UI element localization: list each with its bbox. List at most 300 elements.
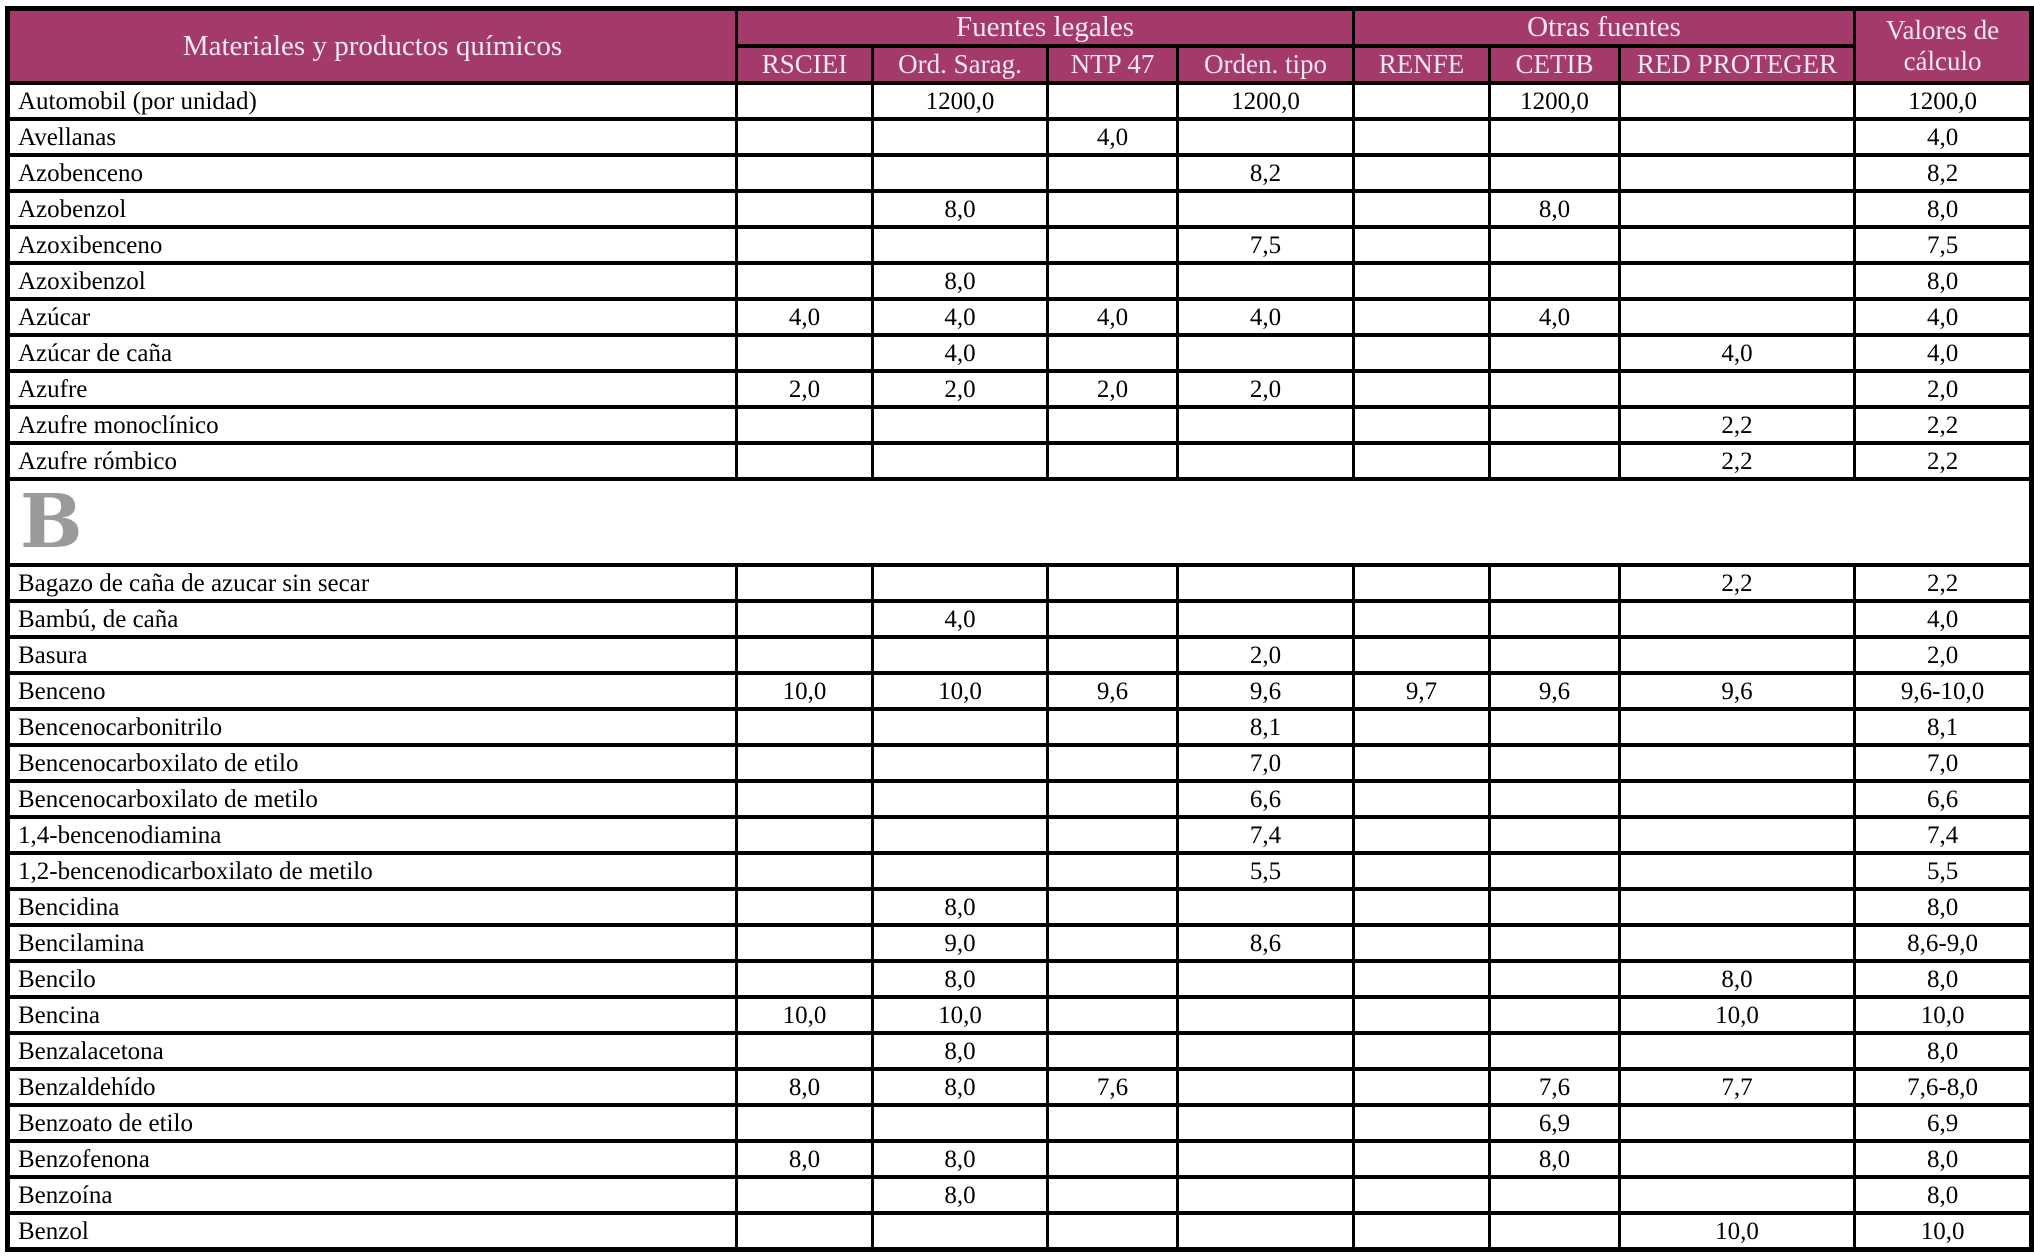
value-cell: 8,0 bbox=[1855, 1033, 2032, 1069]
value-cell bbox=[737, 119, 873, 155]
value-cell bbox=[1490, 119, 1620, 155]
material-name-cell: Azufre rómbico bbox=[8, 443, 737, 479]
material-name-cell: 1,4-bencenodiamina bbox=[8, 817, 737, 853]
value-cell: 10,0 bbox=[1620, 1213, 1855, 1250]
value-cell bbox=[873, 637, 1048, 673]
value-cell bbox=[1048, 745, 1178, 781]
value-cell: 2,2 bbox=[1855, 565, 2032, 601]
value-cell bbox=[1354, 709, 1490, 745]
value-cell: 7,7 bbox=[1620, 1069, 1855, 1105]
material-name-cell: Benzofenona bbox=[8, 1141, 737, 1177]
value-cell bbox=[1048, 263, 1178, 299]
value-cell bbox=[1620, 601, 1855, 637]
value-cell bbox=[1490, 817, 1620, 853]
value-cell bbox=[873, 227, 1048, 263]
value-cell: 8,2 bbox=[1855, 155, 2032, 191]
value-cell bbox=[737, 961, 873, 997]
value-cell: 7,6-8,0 bbox=[1855, 1069, 2032, 1105]
value-cell bbox=[1490, 637, 1620, 673]
value-cell: 4,0 bbox=[1620, 335, 1855, 371]
header-row-groups bbox=[8, 9, 2032, 47]
value-cell: 4,0 bbox=[1178, 299, 1354, 335]
value-cell bbox=[737, 443, 873, 479]
value-cell: 5,5 bbox=[1855, 853, 2032, 889]
value-cell: 4,0 bbox=[1048, 119, 1178, 155]
value-cell bbox=[737, 227, 873, 263]
section-letter: B bbox=[8, 479, 2032, 565]
material-name-cell: 1,2-bencenodicarboxilato de metilo bbox=[8, 853, 737, 889]
source-column-header-ord-sarag: Ord. Sarag. bbox=[873, 46, 1048, 83]
value-cell: 6,6 bbox=[1855, 781, 2032, 817]
value-cell: 2,2 bbox=[1620, 443, 1855, 479]
materials-table bbox=[5, 6, 2034, 1252]
value-cell bbox=[737, 781, 873, 817]
value-cell bbox=[873, 709, 1048, 745]
value-cell: 8,0 bbox=[1855, 263, 2032, 299]
value-cell: 8,0 bbox=[873, 263, 1048, 299]
value-cell: 4,0 bbox=[1490, 299, 1620, 335]
value-cell bbox=[1048, 889, 1178, 925]
value-cell bbox=[1620, 1105, 1855, 1141]
value-cell bbox=[1048, 1141, 1178, 1177]
value-cell bbox=[1620, 371, 1855, 407]
value-cell bbox=[873, 565, 1048, 601]
value-cell: 2,0 bbox=[1048, 371, 1178, 407]
value-cell bbox=[1490, 709, 1620, 745]
value-cell bbox=[1354, 407, 1490, 443]
source-column-header-orden-tipo: Orden. tipo bbox=[1178, 46, 1354, 83]
value-cell bbox=[873, 407, 1048, 443]
value-cell: 8,0 bbox=[873, 889, 1048, 925]
value-cell bbox=[1620, 191, 1855, 227]
value-cell: 8,2 bbox=[1178, 155, 1354, 191]
value-cell bbox=[1178, 1105, 1354, 1141]
value-cell bbox=[1178, 889, 1354, 925]
value-cell bbox=[1490, 227, 1620, 263]
value-cell: 9,7 bbox=[1354, 673, 1490, 709]
source-column-header-red-proteger: RED PROTEGER bbox=[1620, 46, 1855, 83]
material-name-cell: Bencenocarboxilato de metilo bbox=[8, 781, 737, 817]
value-cell bbox=[1490, 745, 1620, 781]
value-cell bbox=[1354, 889, 1490, 925]
value-cell: 9,6 bbox=[1490, 673, 1620, 709]
value-cell bbox=[737, 407, 873, 443]
value-cell bbox=[737, 1177, 873, 1213]
value-cell: 8,0 bbox=[873, 1069, 1048, 1105]
value-cell bbox=[1354, 961, 1490, 997]
table-row bbox=[8, 335, 2032, 371]
table-row bbox=[8, 673, 2032, 709]
value-cell bbox=[873, 817, 1048, 853]
value-cell: 4,0 bbox=[1855, 119, 2032, 155]
material-name-cell: Bencenocarboxilato de etilo bbox=[8, 745, 737, 781]
value-cell bbox=[1490, 925, 1620, 961]
value-cell bbox=[873, 745, 1048, 781]
value-cell: 8,0 bbox=[1855, 191, 2032, 227]
value-cell bbox=[873, 1105, 1048, 1141]
value-cell: 8,0 bbox=[1855, 961, 2032, 997]
value-cell bbox=[1178, 191, 1354, 227]
material-name-cell: Azufre monoclínico bbox=[8, 407, 737, 443]
value-cell bbox=[1620, 227, 1855, 263]
value-cell: 7,5 bbox=[1178, 227, 1354, 263]
value-cell bbox=[1354, 1069, 1490, 1105]
value-cell bbox=[1490, 263, 1620, 299]
value-cell bbox=[1620, 1033, 1855, 1069]
material-name-cell: Azobenzol bbox=[8, 191, 737, 227]
value-cell bbox=[1354, 1177, 1490, 1213]
value-cell bbox=[1354, 1033, 1490, 1069]
table-row bbox=[8, 155, 2032, 191]
value-cell bbox=[1048, 227, 1178, 263]
table-row bbox=[8, 1177, 2032, 1213]
material-name-cell: Azoxibenzol bbox=[8, 263, 737, 299]
value-cell bbox=[1354, 781, 1490, 817]
value-cell: 8,1 bbox=[1855, 709, 2032, 745]
material-name-cell: Azúcar de caña bbox=[8, 335, 737, 371]
value-cell bbox=[1354, 1213, 1490, 1250]
material-name-cell: Bambú, de caña bbox=[8, 601, 737, 637]
value-cell: 4,0 bbox=[873, 299, 1048, 335]
value-cell bbox=[737, 335, 873, 371]
value-cell bbox=[1048, 637, 1178, 673]
value-cell bbox=[737, 1213, 873, 1250]
value-cell bbox=[737, 853, 873, 889]
value-cell bbox=[1490, 443, 1620, 479]
value-cell: 2,2 bbox=[1855, 407, 2032, 443]
value-cell bbox=[1354, 299, 1490, 335]
value-cell bbox=[737, 925, 873, 961]
value-cell: 1200,0 bbox=[1855, 83, 2032, 119]
value-cell: 10,0 bbox=[737, 997, 873, 1033]
value-cell bbox=[1620, 119, 1855, 155]
value-cell bbox=[737, 191, 873, 227]
table-row bbox=[8, 889, 2032, 925]
value-cell: 2,0 bbox=[1178, 371, 1354, 407]
value-cell bbox=[1620, 155, 1855, 191]
value-cell bbox=[873, 1213, 1048, 1250]
value-cell: 2,0 bbox=[873, 371, 1048, 407]
value-cell: 8,0 bbox=[1855, 1177, 2032, 1213]
value-cell bbox=[1048, 191, 1178, 227]
value-cell bbox=[1048, 961, 1178, 997]
value-cell: 4,0 bbox=[737, 299, 873, 335]
value-cell bbox=[1048, 565, 1178, 601]
value-cell bbox=[1490, 371, 1620, 407]
value-cell bbox=[1620, 1177, 1855, 1213]
value-cell bbox=[1178, 443, 1354, 479]
value-cell bbox=[1620, 781, 1855, 817]
value-cell bbox=[1048, 1105, 1178, 1141]
value-cell: 8,6-9,0 bbox=[1855, 925, 2032, 961]
material-name-cell: Benzaldehído bbox=[8, 1069, 737, 1105]
material-name-cell: Benzalacetona bbox=[8, 1033, 737, 1069]
other-sources-group-header: Otras fuentes bbox=[1354, 9, 1855, 47]
source-column-header-renfe: RENFE bbox=[1354, 46, 1490, 83]
value-cell bbox=[1620, 853, 1855, 889]
value-cell bbox=[1354, 1141, 1490, 1177]
source-column-header-rsciei: RSCIEI bbox=[737, 46, 873, 83]
table-row bbox=[8, 1105, 2032, 1141]
value-cell bbox=[1620, 263, 1855, 299]
value-cell bbox=[1354, 155, 1490, 191]
table-row bbox=[8, 443, 2032, 479]
value-cell bbox=[737, 889, 873, 925]
value-cell: 6,9 bbox=[1855, 1105, 2032, 1141]
value-cell bbox=[1354, 443, 1490, 479]
value-cell bbox=[1048, 817, 1178, 853]
value-cell bbox=[1354, 83, 1490, 119]
table-row bbox=[8, 227, 2032, 263]
value-cell: 5,5 bbox=[1178, 853, 1354, 889]
value-cell: 8,0 bbox=[873, 1177, 1048, 1213]
value-cell: 9,6 bbox=[1048, 673, 1178, 709]
table-row bbox=[8, 1213, 2032, 1250]
material-name-cell: Benzoína bbox=[8, 1177, 737, 1213]
table-row bbox=[8, 853, 2032, 889]
value-cell bbox=[1490, 335, 1620, 371]
value-cell bbox=[1490, 155, 1620, 191]
value-cell: 9,0 bbox=[873, 925, 1048, 961]
value-cell bbox=[1354, 817, 1490, 853]
material-name-cell: Azúcar bbox=[8, 299, 737, 335]
value-cell: 8,6 bbox=[1178, 925, 1354, 961]
value-cell: 4,0 bbox=[1855, 335, 2032, 371]
value-cell bbox=[1048, 709, 1178, 745]
value-cell bbox=[1048, 997, 1178, 1033]
value-cell bbox=[1354, 263, 1490, 299]
value-cell: 2,2 bbox=[1620, 407, 1855, 443]
value-cell: 8,1 bbox=[1178, 709, 1354, 745]
value-cell bbox=[1354, 925, 1490, 961]
value-cell bbox=[1048, 443, 1178, 479]
value-cell bbox=[1048, 1033, 1178, 1069]
material-name-cell: Bagazo de caña de azucar sin secar bbox=[8, 565, 737, 601]
table-row bbox=[8, 119, 2032, 155]
value-cell bbox=[873, 853, 1048, 889]
material-name-cell: Bencina bbox=[8, 997, 737, 1033]
value-cell bbox=[737, 565, 873, 601]
table-body bbox=[8, 83, 2032, 1250]
value-cell: 9,6 bbox=[1620, 673, 1855, 709]
table-row bbox=[8, 637, 2032, 673]
value-cell bbox=[1178, 997, 1354, 1033]
table-row bbox=[8, 961, 2032, 997]
value-cell bbox=[1354, 371, 1490, 407]
value-cell bbox=[1354, 119, 1490, 155]
value-cell bbox=[1620, 709, 1855, 745]
value-cell bbox=[1048, 155, 1178, 191]
section-row bbox=[8, 479, 2032, 565]
value-cell: 10,0 bbox=[1855, 997, 2032, 1033]
table-row bbox=[8, 745, 2032, 781]
table-row bbox=[8, 601, 2032, 637]
value-cell: 6,6 bbox=[1178, 781, 1354, 817]
value-cell: 6,9 bbox=[1490, 1105, 1620, 1141]
value-cell bbox=[1490, 407, 1620, 443]
value-cell bbox=[1490, 1213, 1620, 1250]
value-cell bbox=[1178, 565, 1354, 601]
value-cell: 1200,0 bbox=[1178, 83, 1354, 119]
value-cell bbox=[1048, 781, 1178, 817]
value-cell bbox=[1354, 853, 1490, 889]
value-cell: 8,0 bbox=[737, 1069, 873, 1105]
value-cell bbox=[1178, 601, 1354, 637]
value-cell: 2,0 bbox=[1855, 371, 2032, 407]
value-cell bbox=[1048, 1177, 1178, 1213]
value-cell bbox=[1048, 601, 1178, 637]
value-cell bbox=[1354, 637, 1490, 673]
value-cell: 10,0 bbox=[873, 673, 1048, 709]
value-cell: 4,0 bbox=[873, 601, 1048, 637]
value-cell bbox=[737, 745, 873, 781]
value-cell bbox=[873, 781, 1048, 817]
material-name-cell: Azobenceno bbox=[8, 155, 737, 191]
value-cell bbox=[1490, 601, 1620, 637]
value-cell: 4,0 bbox=[1855, 601, 2032, 637]
value-cell bbox=[1048, 407, 1178, 443]
value-cell: 10,0 bbox=[1620, 997, 1855, 1033]
value-cell bbox=[1354, 601, 1490, 637]
material-name-cell: Basura bbox=[8, 637, 737, 673]
value-cell bbox=[1620, 745, 1855, 781]
value-cell: 2,2 bbox=[1620, 565, 1855, 601]
value-cell bbox=[1620, 925, 1855, 961]
material-name-cell: Avellanas bbox=[8, 119, 737, 155]
value-cell: 7,0 bbox=[1855, 745, 2032, 781]
value-cell bbox=[1620, 83, 1855, 119]
value-cell bbox=[1178, 961, 1354, 997]
value-cell bbox=[737, 1033, 873, 1069]
table-row bbox=[8, 817, 2032, 853]
value-cell bbox=[1490, 781, 1620, 817]
table-row bbox=[8, 191, 2032, 227]
value-cell bbox=[1048, 925, 1178, 961]
value-cell: 8,0 bbox=[873, 1033, 1048, 1069]
value-cell: 4,0 bbox=[873, 335, 1048, 371]
source-column-header-ntp47: NTP 47 bbox=[1048, 46, 1178, 83]
value-cell: 2,0 bbox=[1178, 637, 1354, 673]
table-header bbox=[8, 9, 2032, 84]
table-row bbox=[8, 263, 2032, 299]
value-cell bbox=[1490, 889, 1620, 925]
value-cell bbox=[1178, 119, 1354, 155]
value-cell bbox=[873, 155, 1048, 191]
table-row bbox=[8, 407, 2032, 443]
value-cell: 8,0 bbox=[1855, 889, 2032, 925]
value-cell bbox=[873, 119, 1048, 155]
calc-values-column-header: Valores de cálculo bbox=[1855, 9, 2032, 84]
value-cell: 8,0 bbox=[1490, 191, 1620, 227]
value-cell: 2,0 bbox=[737, 371, 873, 407]
material-name-cell: Benzoato de etilo bbox=[8, 1105, 737, 1141]
value-cell bbox=[1620, 1141, 1855, 1177]
value-cell bbox=[1354, 1105, 1490, 1141]
value-cell bbox=[1490, 961, 1620, 997]
table-row bbox=[8, 83, 2032, 119]
value-cell bbox=[1620, 299, 1855, 335]
value-cell: 8,0 bbox=[1620, 961, 1855, 997]
value-cell: 8,0 bbox=[873, 1141, 1048, 1177]
value-cell: 9,6-10,0 bbox=[1855, 673, 2032, 709]
value-cell bbox=[1048, 853, 1178, 889]
value-cell: 8,0 bbox=[737, 1141, 873, 1177]
value-cell: 10,0 bbox=[737, 673, 873, 709]
material-name-cell: Benceno bbox=[8, 673, 737, 709]
value-cell bbox=[1178, 1141, 1354, 1177]
value-cell bbox=[1490, 565, 1620, 601]
value-cell: 7,0 bbox=[1178, 745, 1354, 781]
value-cell: 1200,0 bbox=[1490, 83, 1620, 119]
table-row bbox=[8, 925, 2032, 961]
value-cell: 8,0 bbox=[1490, 1141, 1620, 1177]
material-name-cell: Bencilamina bbox=[8, 925, 737, 961]
value-cell bbox=[737, 817, 873, 853]
table-row bbox=[8, 1141, 2032, 1177]
value-cell: 10,0 bbox=[1855, 1213, 2032, 1250]
material-name-cell: Bencilo bbox=[8, 961, 737, 997]
value-cell bbox=[1354, 745, 1490, 781]
value-cell bbox=[1178, 263, 1354, 299]
value-cell bbox=[1354, 227, 1490, 263]
value-cell: 7,5 bbox=[1855, 227, 2032, 263]
value-cell bbox=[1354, 997, 1490, 1033]
value-cell bbox=[737, 83, 873, 119]
value-cell: 9,6 bbox=[1178, 673, 1354, 709]
value-cell bbox=[1048, 83, 1178, 119]
material-name-cell: Bencenocarbonitrilo bbox=[8, 709, 737, 745]
value-cell: 7,4 bbox=[1178, 817, 1354, 853]
value-cell bbox=[737, 709, 873, 745]
value-cell bbox=[1620, 817, 1855, 853]
value-cell: 7,4 bbox=[1855, 817, 2032, 853]
material-name-cell: Benzol bbox=[8, 1213, 737, 1250]
table-row bbox=[8, 709, 2032, 745]
value-cell bbox=[873, 443, 1048, 479]
value-cell: 2,2 bbox=[1855, 443, 2032, 479]
value-cell: 1200,0 bbox=[873, 83, 1048, 119]
table-row bbox=[8, 997, 2032, 1033]
value-cell: 8,0 bbox=[1855, 1141, 2032, 1177]
value-cell bbox=[1490, 997, 1620, 1033]
material-name-cell: Bencidina bbox=[8, 889, 737, 925]
value-cell bbox=[1490, 1177, 1620, 1213]
value-cell bbox=[1490, 1033, 1620, 1069]
value-cell bbox=[737, 601, 873, 637]
value-cell bbox=[1178, 1213, 1354, 1250]
value-cell bbox=[737, 637, 873, 673]
value-cell: 2,0 bbox=[1855, 637, 2032, 673]
table-row bbox=[8, 371, 2032, 407]
table-row bbox=[8, 781, 2032, 817]
value-cell: 7,6 bbox=[1048, 1069, 1178, 1105]
material-name-cell: Azufre bbox=[8, 371, 737, 407]
value-cell: 4,0 bbox=[1855, 299, 2032, 335]
material-name-cell: Automobil (por unidad) bbox=[8, 83, 737, 119]
materials-column-header: Materiales y productos químicos bbox=[8, 9, 737, 84]
value-cell bbox=[1048, 335, 1178, 371]
value-cell bbox=[737, 1105, 873, 1141]
table-row bbox=[8, 1069, 2032, 1105]
value-cell bbox=[1178, 1033, 1354, 1069]
value-cell bbox=[1178, 407, 1354, 443]
value-cell bbox=[1048, 1213, 1178, 1250]
table-row bbox=[8, 1033, 2032, 1069]
value-cell: 10,0 bbox=[873, 997, 1048, 1033]
value-cell bbox=[1354, 191, 1490, 227]
value-cell bbox=[1620, 889, 1855, 925]
value-cell bbox=[1178, 1069, 1354, 1105]
